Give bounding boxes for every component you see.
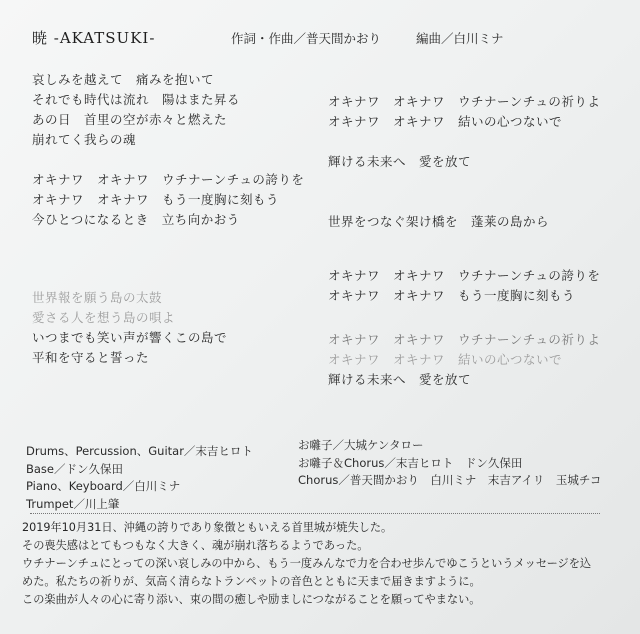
lyric-line: 崩れてく我らの魂 bbox=[32, 132, 137, 147]
staff-credit: Drums、Percussion、Guitar／末吉ヒロト bbox=[26, 444, 253, 458]
note-line: 2019年10月31日、沖縄の誇りであり象徴ともいえる首里城が焼失した。 bbox=[22, 521, 393, 534]
lyric-line: 輝ける未来へ 愛を放て bbox=[328, 154, 472, 169]
lyric-line: 世界報を願う島の太鼓 bbox=[32, 290, 163, 305]
lyric-line: オキナワ オキナワ 結いの心つないで bbox=[328, 352, 563, 367]
lyrics-left-column bbox=[32, 70, 304, 368]
staff-credit: Piano、Keyboard／白川ミナ bbox=[26, 479, 181, 493]
song-title: 暁 -AKATSUKI- bbox=[32, 29, 156, 47]
arranger-credit: 編曲／白川ミナ bbox=[416, 31, 504, 46]
staff-credits-right bbox=[298, 437, 601, 490]
lyric-line: 哀しみを越えて 痛みを抱いて bbox=[32, 72, 215, 87]
note-line: この楽曲が人々の心に寄り添い、束の間の癒しや励ましにつながることを願ってやまない。 bbox=[22, 593, 481, 606]
lyric-line: 平和を守ると誓った bbox=[32, 350, 150, 365]
note-line: めた。私たちの祈りが、気高く清らなトランペットの音色とともに天まで届きますように。 bbox=[22, 575, 481, 588]
lyric-line: いつまでも笑い声が響くこの島で bbox=[32, 330, 228, 345]
lyric-line: オキナワ オキナワ 結いの心つないで bbox=[328, 114, 563, 129]
lyrics-composer-credit: 作詞・作曲／普天間かおり bbox=[231, 31, 382, 46]
lyric-line: 世界をつなぐ架け橋を 蓬莱の島から bbox=[328, 214, 550, 229]
lyric-line: オキナワ オキナワ ウチナーンチュの誇りを bbox=[32, 172, 305, 187]
lyric-line: オキナワ オキナワ ウチナーンチュの祈りよ bbox=[328, 332, 601, 347]
dotted-divider bbox=[30, 513, 600, 514]
lyric-line: 輝ける未来へ 愛を放て bbox=[328, 372, 472, 387]
lyric-line: 今ひとつになるとき 立ち向かおう bbox=[32, 212, 240, 227]
staff-credits-left bbox=[26, 443, 253, 513]
lyric-line: オキナワ オキナワ ウチナーンチュの誇りを bbox=[328, 268, 601, 283]
staff-credit: Trumpet／川上肇 bbox=[26, 496, 120, 511]
staff-credit: お囃子／大城ケンタロー bbox=[298, 438, 424, 452]
staff-credit: Chorus／普天間かおり 白川ミナ 末吉アイリ 玉城チコ bbox=[298, 473, 602, 487]
note-line: ウチナーンチュにとっての深い哀しみの中から、もう一度みんなで力を合わせ歩んでゆこうというメッセージを込 bbox=[22, 557, 592, 570]
lyric-line: 愛さる人を想う島の唄よ bbox=[32, 310, 176, 325]
lyric-line: あの日 首里の空が赤々と燃えた bbox=[32, 112, 228, 127]
lyric-line: それでも時代は流れ 陽はまた昇る bbox=[32, 92, 241, 107]
lyric-line: オキナワ オキナワ ウチナーンチュの祈りよ bbox=[328, 94, 601, 109]
staff-credit: Base／ドン久保田 bbox=[26, 461, 124, 476]
note-line: その喪失感はとてもつもなく大きく、魂が崩れ落ちるようであった。 bbox=[22, 539, 369, 552]
lyric-line: オキナワ オキナワ もう一度胸に刻もう bbox=[32, 192, 280, 207]
liner-notes bbox=[22, 519, 591, 609]
staff-credit: お囃子＆Chorus／末吉ヒロト ドン久保田 bbox=[298, 455, 523, 470]
lyrics-right-column bbox=[328, 92, 600, 390]
lyric-line: オキナワ オキナワ もう一度胸に刻もう bbox=[328, 288, 576, 303]
